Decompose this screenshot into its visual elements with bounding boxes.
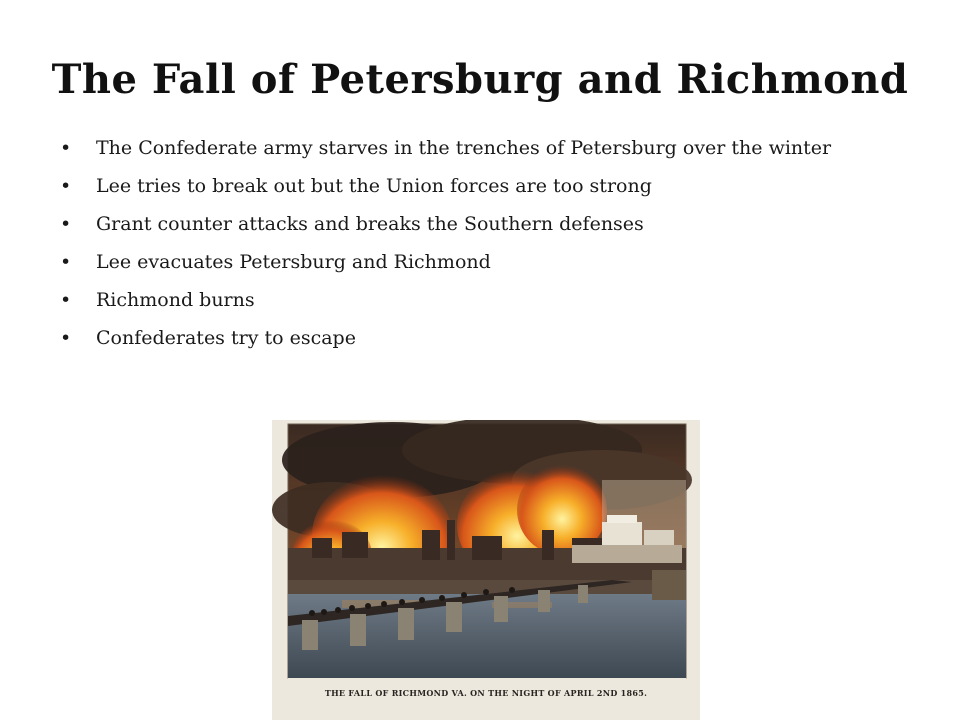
bullet-item [60, 174, 880, 199]
bullet-text: Richmond burns [96, 289, 255, 311]
bullet-item [60, 288, 880, 313]
bullet-text: Confederates try to escape [96, 327, 356, 349]
bullet-list [60, 136, 880, 364]
bullet-dot-icon: • [60, 175, 72, 197]
bullet-text: The Confederate army starves in the trenches of Petersburg over the winter [96, 137, 832, 159]
bullet-item [60, 326, 880, 351]
lithograph-caption: THE FALL OF RICHMOND VA. ON THE NIGHT OF APRIL 2ND 1865. [324, 688, 648, 698]
bullet-item [60, 212, 880, 237]
bullet-dot-icon: • [60, 251, 72, 273]
bullet-text: Lee evacuates Petersburg and Richmond [96, 251, 491, 273]
bullet-item [60, 136, 880, 161]
bullet-dot-icon: • [60, 289, 72, 311]
slide-title: The Fall of Petersburg and Richmond [51, 56, 909, 103]
lithograph-illustration [272, 420, 700, 720]
bullet-text: Lee tries to break out but the Union forces are too strong [96, 175, 652, 197]
bullet-dot-icon: • [60, 327, 72, 349]
fall-of-richmond-lithograph [272, 420, 700, 720]
bullet-text: Grant counter attacks and breaks the Southern defenses [96, 213, 644, 235]
bullet-dot-icon: • [60, 137, 72, 159]
bullet-item [60, 250, 880, 275]
bullet-dot-icon: • [60, 213, 72, 235]
